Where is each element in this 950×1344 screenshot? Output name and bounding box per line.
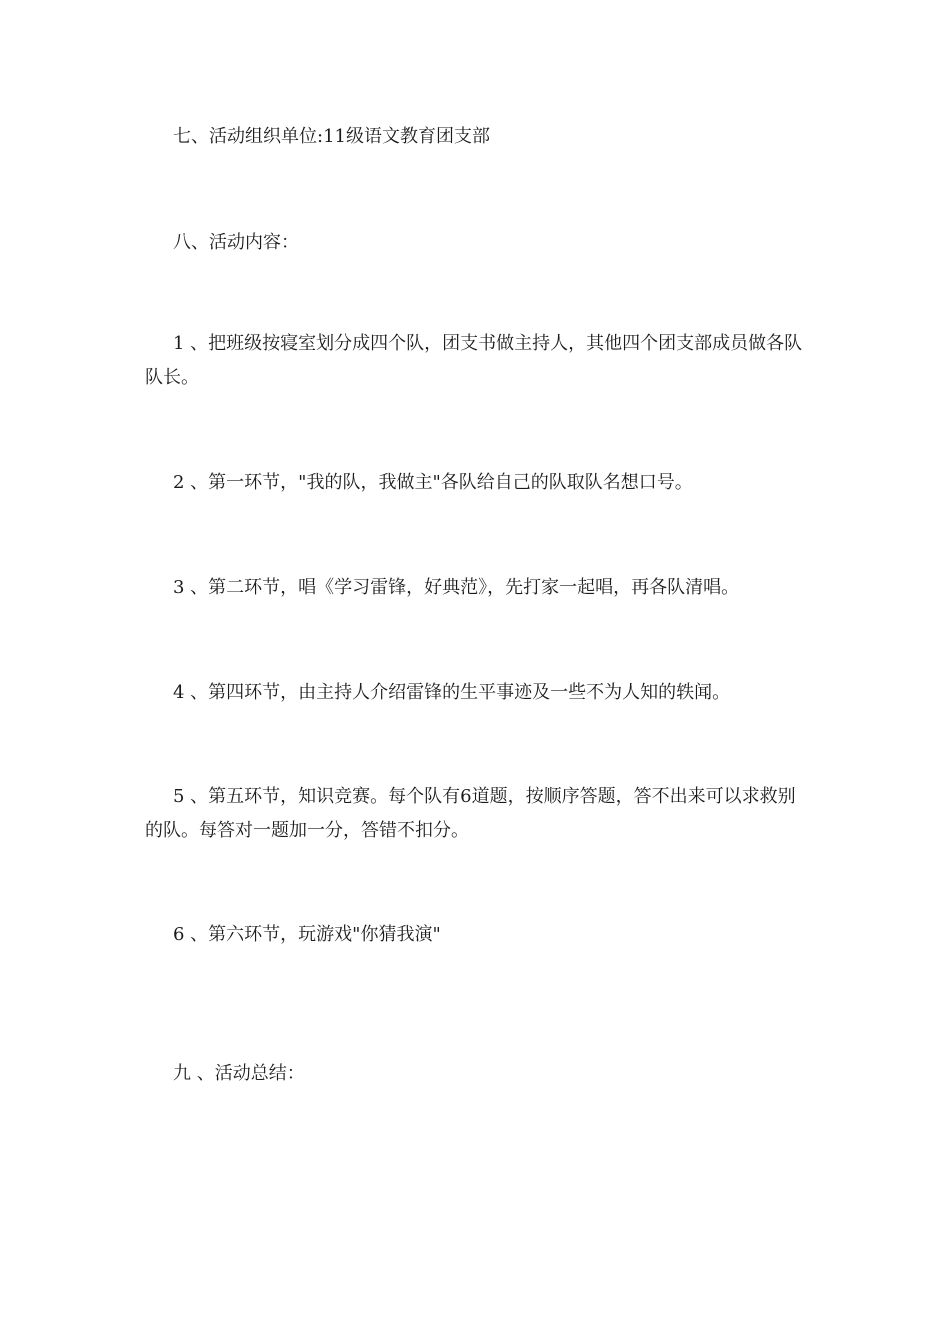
list-item-4: 4 、第四环节，由主持人介绍雷锋的生平事迹及一些不为人知的轶闻。 — [173, 682, 731, 703]
list-item-6: 6 、第六环节，玩游戏"你猜我演" — [173, 924, 441, 945]
section-heading-content: 八、活动内容： — [173, 232, 299, 253]
list-item-1: 1 、把班级按寝室划分成四个队，团支书做主持人，其他四个团支部成员做各队队长。 — [145, 333, 803, 388]
list-item-3: 3 、第二环节，唱《学习雷锋，好典范》，先打家一起唱，再各队清唱。 — [173, 577, 740, 598]
section-heading-organizer: 七、活动组织单位:11级语文教育团支部 — [173, 126, 490, 147]
section-heading-summary: 九 、活动总结： — [173, 1063, 305, 1084]
list-item-2: 2 、第一环节，"我的队，我做主"各队给自己的队取队名想口号。 — [173, 472, 693, 493]
list-item-5: 5 、第五环节，知识竞赛。每个队有6道题，按顺序答题，答不出来可以求救别的队。每答对一题加一分，答错不扣分。 — [145, 786, 796, 841]
